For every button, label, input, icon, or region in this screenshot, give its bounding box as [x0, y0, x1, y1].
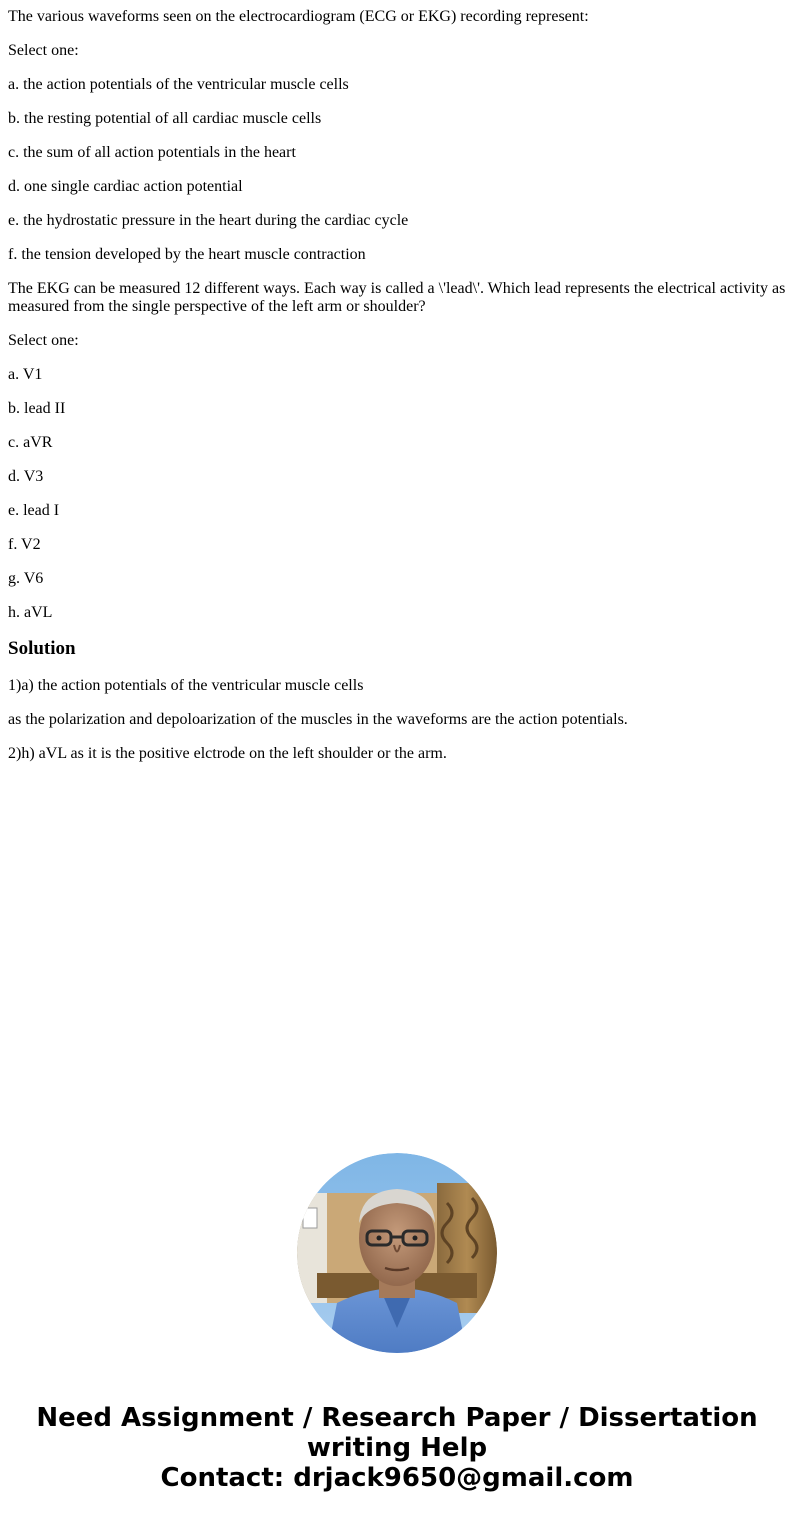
question-1-option-b: b. the resting potential of all cardiac muscle cells: [8, 110, 322, 127]
question-2-option-e: e. lead I: [8, 502, 60, 519]
solution-answer-1: 1)a) the action potentials of the ventricular muscle cells: [8, 677, 364, 694]
question-1-option-e: e. the hydrostatic pressure in the heart during the cardiac cycle: [8, 212, 409, 229]
question-1-option-c: c. the sum of all action potentials in the heart: [8, 144, 296, 161]
solution-answer-2: 2)h) aVL as it is the positive elctrode on the left shoulder or the arm.: [8, 745, 447, 762]
question-2-text: The EKG can be measured 12 different ways. Each way is called a \'lead\'. Which lead represents the electrical activity as measured from the single perspective of the left arm or shoulder?: [8, 280, 786, 315]
question-2-option-b: b. lead II: [8, 400, 66, 417]
question-2-option-g: g. V6: [8, 570, 44, 587]
author-avatar: [297, 1153, 497, 1353]
question-2-option-c: c. aVR: [8, 434, 53, 451]
question-1-option-d: d. one single cardiac action potential: [8, 178, 243, 195]
promo-contact: Contact: drjack9650@gmail.com: [160, 1463, 634, 1493]
question-2-select-label: Select one:: [8, 332, 79, 349]
solution-explanation-1: as the polarization and depoloarization of the muscles in the waveforms are the action potentials.: [8, 711, 628, 728]
promo-line-1: Need Assignment / Research Paper / Dissertation: [36, 1403, 758, 1433]
solution-heading: Solution: [8, 638, 76, 659]
author-photo-icon: [297, 1153, 497, 1353]
question-1-option-f: f. the tension developed by the heart muscle contraction: [8, 246, 366, 263]
promo-line-2: writing Help: [306, 1433, 488, 1463]
question-2-option-d: d. V3: [8, 468, 44, 485]
question-2-option-h: h. aVL: [8, 604, 53, 621]
question-1-text: The various waveforms seen on the electrocardiogram (ECG or EKG) recording represent:: [8, 8, 589, 25]
question-1-select-label: Select one:: [8, 42, 79, 59]
question-1-option-a: a. the action potentials of the ventricular muscle cells: [8, 76, 349, 93]
promo-banner: [0, 1403, 794, 1493]
question-2-option-a: a. V1: [8, 366, 43, 383]
question-2-option-f: f. V2: [8, 536, 41, 553]
